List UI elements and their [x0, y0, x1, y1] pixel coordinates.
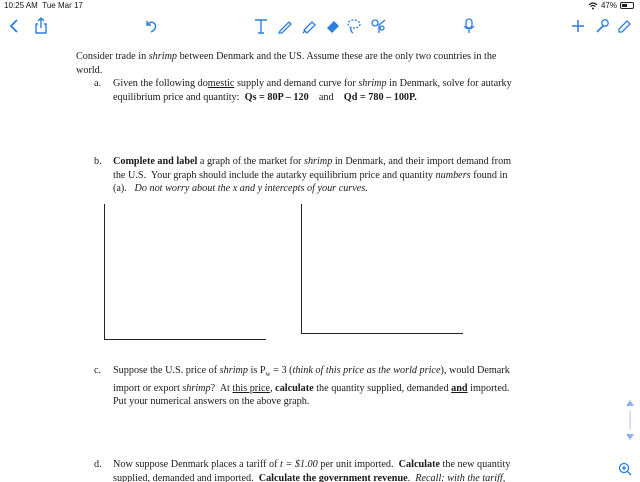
pen-icon[interactable] [276, 15, 294, 37]
demand-equation: Qd = 780 – 100P. [343, 91, 417, 103]
intro-line-2: world. [76, 64, 103, 76]
page-scroller[interactable] [624, 400, 636, 440]
part-b-paragraph [113, 155, 583, 196]
part-c-line-2: import or export shrimp? At this price, calculate the quantity supplied, demanded and imported. [113, 382, 510, 394]
part-c-line-1: Suppose the U.S. price of shrimp is $P_w = 3$ (think of this price as the world price), would Demark [113, 365, 510, 379]
wifi-icon [588, 2, 598, 10]
part-c-label: c. [94, 365, 102, 376]
intro-paragraph [76, 50, 556, 77]
wrench-icon[interactable] [594, 15, 610, 37]
share-icon[interactable] [32, 15, 50, 37]
part-d-paragraph [113, 458, 583, 482]
part-b-line-1: Complete and label a graph of the market for shrimp in Denmark, and their import demand from [113, 156, 512, 167]
text-tool-icon[interactable] [253, 15, 269, 37]
status-bar [0, 0, 640, 12]
scroll-up-icon[interactable] [626, 400, 634, 406]
undo-icon[interactable] [142, 15, 160, 37]
lasso-icon[interactable] [345, 15, 363, 37]
toolbar [0, 12, 640, 42]
part-a-line-2: equilibrium price and quantity: Qs = 80P – 120 and Qd = 780 – 100P. [113, 91, 417, 103]
status-time: 10:25 AM [4, 1, 38, 10]
microphone-icon[interactable] [462, 15, 476, 37]
zoom-icon[interactable] [618, 462, 632, 481]
back-chevron-icon[interactable] [6, 15, 22, 37]
eraser-icon[interactable] [324, 15, 342, 37]
highlighter-icon[interactable] [300, 15, 318, 37]
pencil-icon[interactable] [616, 15, 632, 37]
part-b-line-3: (a). Do not worry about the x and y intercepts of your curves. [113, 183, 368, 194]
part-d-line-2: supplied, demanded and imported. Calculate the government revenue. Recall: with the tariff, [113, 472, 506, 482]
part-d-line-1: Now suppose Denmark places a tariff of t = $1.00 per unit imported. Calculate the new quantity [113, 459, 511, 470]
status-right [588, 1, 634, 10]
part-b-label: b. [94, 156, 102, 167]
import-demand-graph-axes[interactable] [301, 204, 463, 334]
part-c-line-3: Put your numerical answers on the above graph. [113, 396, 310, 408]
part-a-paragraph [113, 77, 583, 104]
status-date: Tue Mar 17 [42, 1, 83, 10]
battery-percent: 47% [600, 1, 617, 10]
part-a-label: a. [94, 78, 102, 89]
scroll-down-icon[interactable] [626, 434, 634, 440]
part-c-paragraph [113, 364, 583, 409]
battery-icon [620, 2, 634, 9]
part-a-line-1: Given the following domestic supply and demand curve for shrimp in Denmark, solve for autarky [113, 78, 512, 89]
document-page[interactable] [0, 42, 640, 482]
add-icon[interactable] [570, 15, 586, 37]
status-time-date [4, 1, 83, 10]
image-tool-icon[interactable] [369, 15, 387, 37]
part-d-label: d. [94, 459, 102, 470]
part-b-line-2: the U.S. Your graph should include the autarky equilibrium price and quantity numbers found in [113, 169, 508, 181]
scroll-track-icon [629, 411, 631, 429]
supply-equation: Qs = 80P – 120 [244, 91, 309, 103]
domestic-market-graph-axes[interactable] [104, 204, 266, 340]
intro-line-1: Consider trade in shrimp between Denmark and the US. Assume these are the only two countries in the [76, 51, 497, 62]
